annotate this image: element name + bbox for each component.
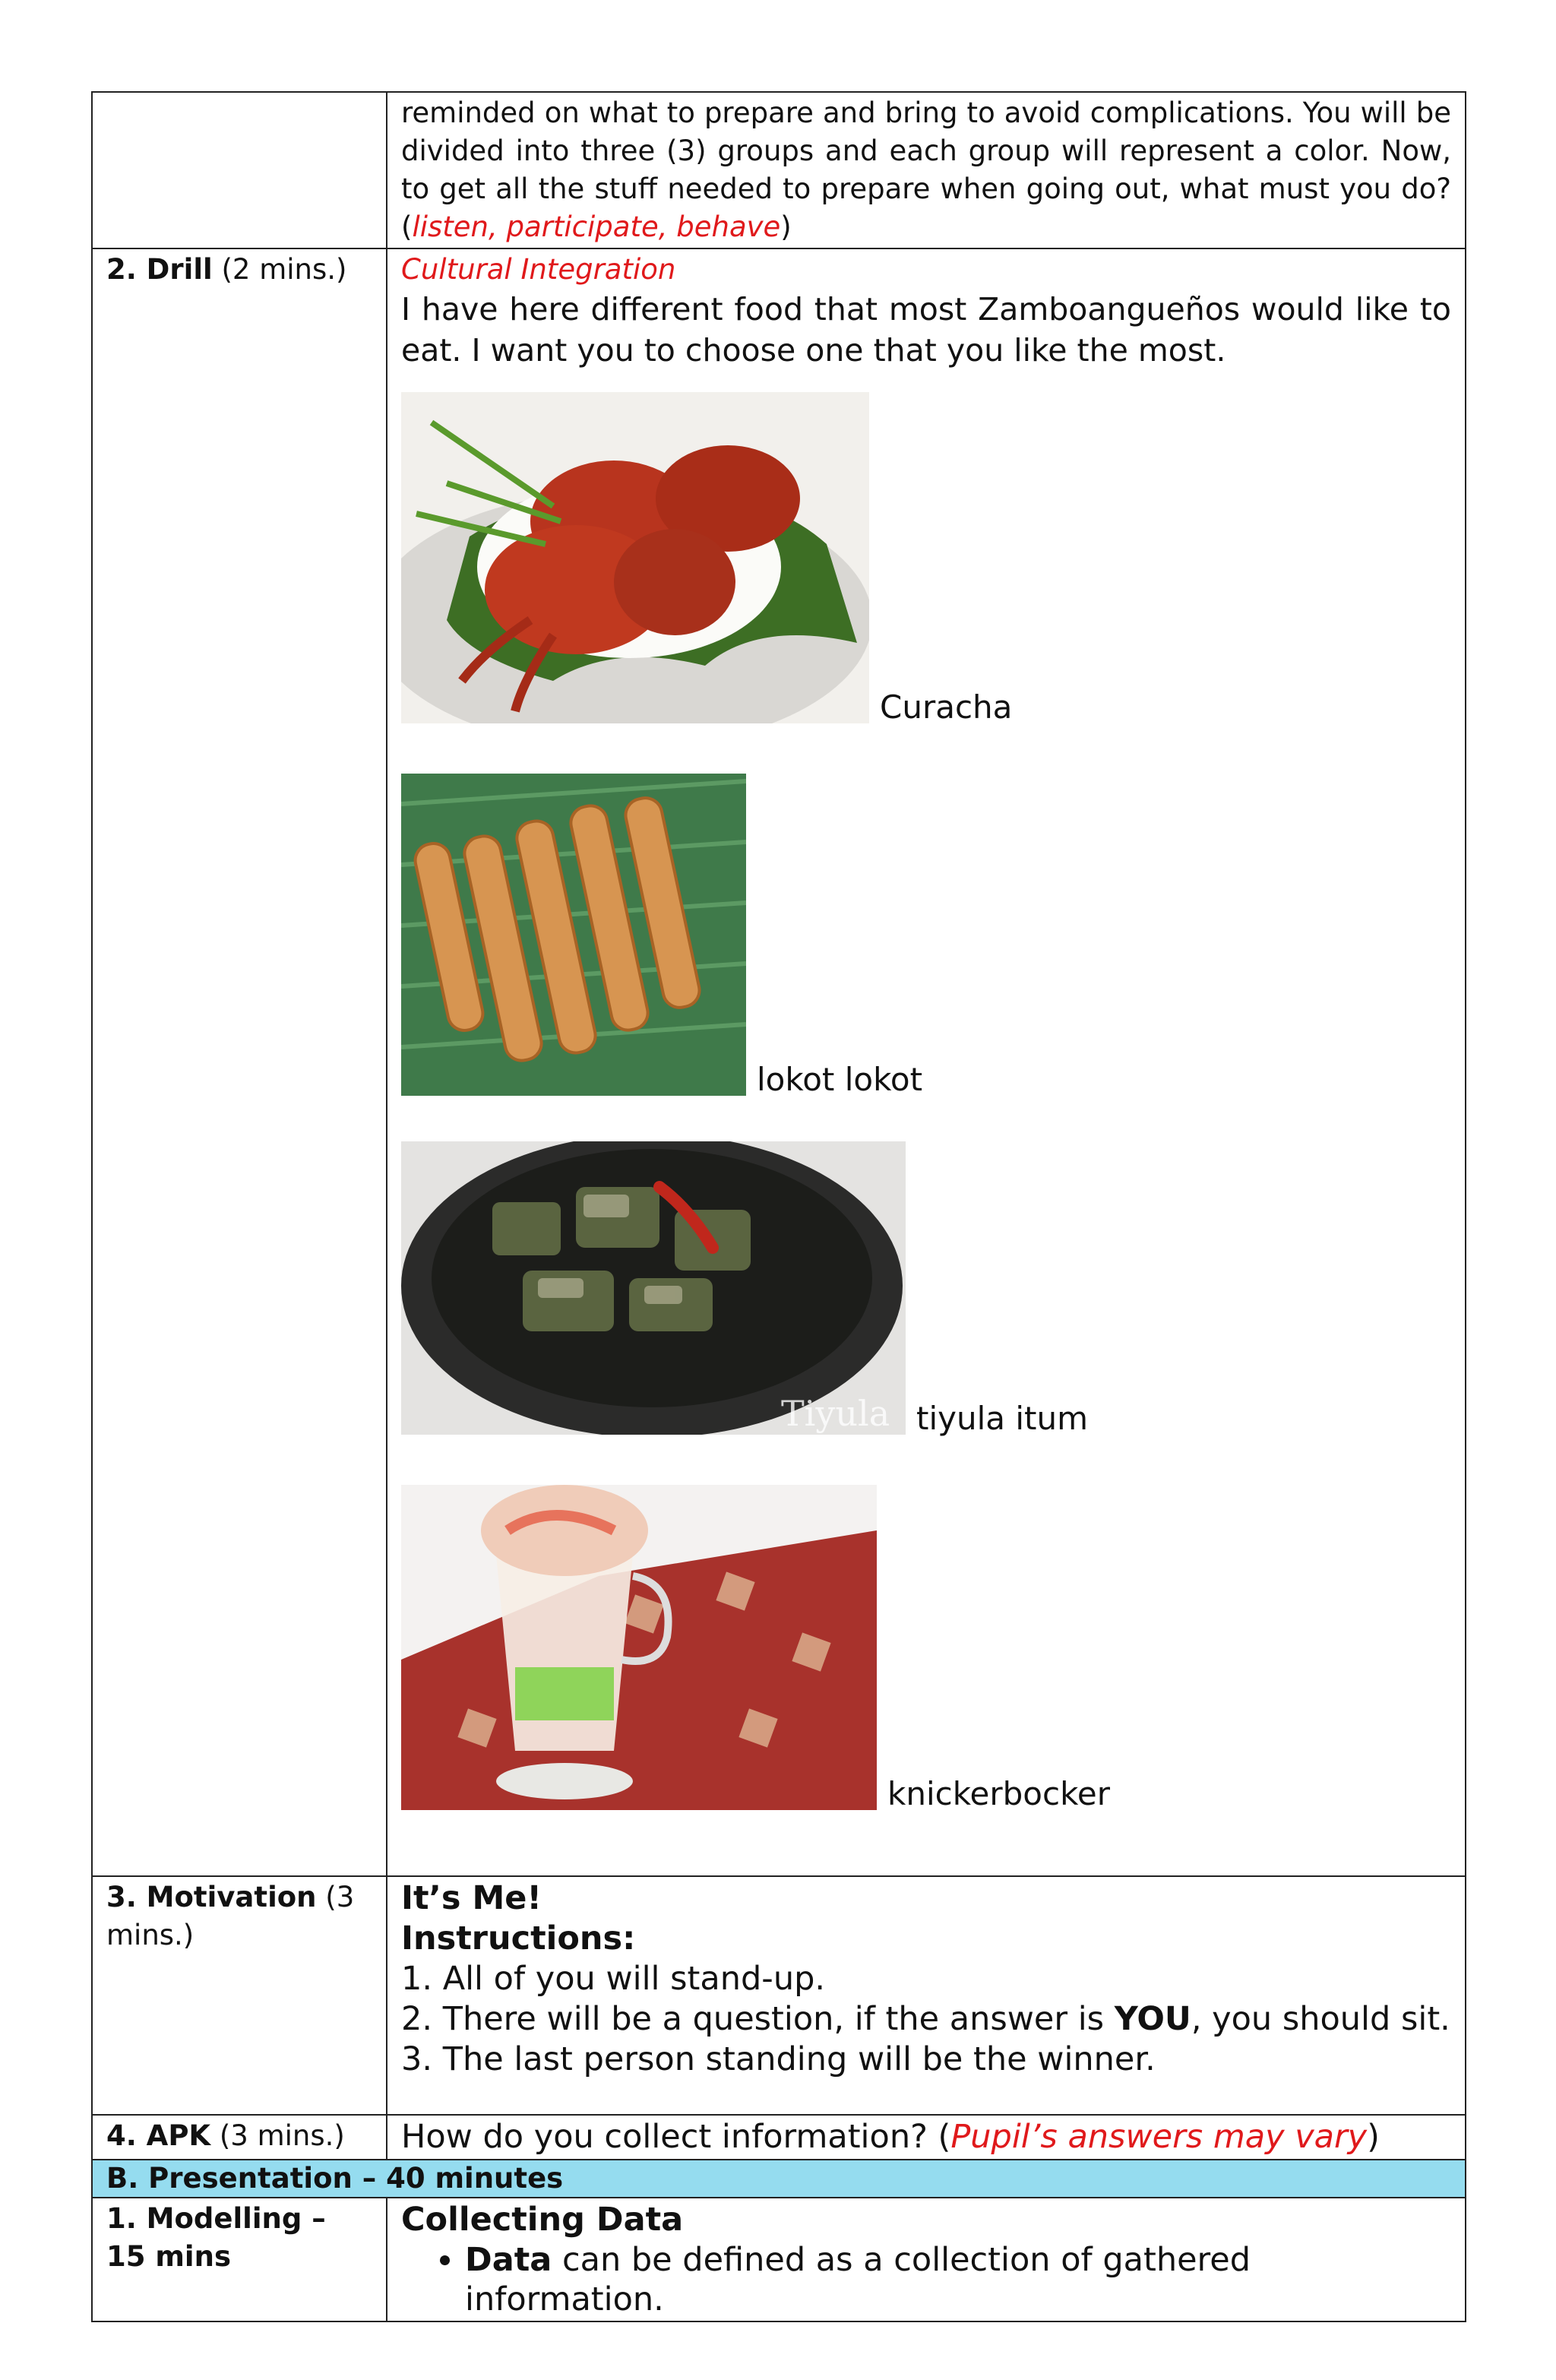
apk-close: ) (1367, 2118, 1380, 2156)
table-row (92, 1876, 1466, 2115)
modelling-bullets (401, 2240, 1451, 2319)
apk-label-time: (3 mins.) (210, 2119, 345, 2152)
bullet-bold: Data (465, 2241, 552, 2279)
motivation-title: It’s Me! (401, 1879, 542, 1917)
instruction-1: 1. All of you will stand-up. (401, 1960, 826, 1998)
food-caption-knickerbocker: knickerbocker (887, 1775, 1111, 1812)
food-caption-curacha: Curacha (880, 688, 1013, 726)
drill-label-time: (2 mins.) (212, 253, 347, 286)
table-row (92, 2115, 1466, 2160)
instruction-2-end: , you should sit. (1191, 2000, 1450, 2038)
row-label-empty (92, 92, 387, 248)
motivation-label-time: (3 mins.) (106, 1881, 355, 1951)
open-paren: ( (401, 210, 413, 243)
table-row (92, 2160, 1466, 2198)
presentation-header: B. Presentation – 40 minutes (92, 2160, 1466, 2198)
curacha-photo (401, 392, 869, 723)
motivation-content (387, 1876, 1466, 2115)
instruction-2-bold: YOU (1114, 2000, 1191, 2038)
food-caption-tiyula-itum: tiyula itum (916, 1400, 1089, 1437)
continuation-text: reminded on what to prepare and bring to avoid complications. You will be divided into three (3) groups and each group will represent a color. Now, to get all the stuff needed to prepare when going out, what must you do? (401, 97, 1451, 205)
modelling-title: Collecting Data (401, 2201, 684, 2239)
instruction-2 (401, 1999, 1451, 2040)
photo-watermark: Tiyula (781, 1393, 890, 1434)
lokot-lokot-photo (401, 774, 746, 1096)
cultural-integration-tag: Cultural Integration (401, 253, 676, 286)
bullet-text: can be defined as a collection of gathered information. (465, 2241, 1251, 2318)
drill-label-bold: 2. Drill (106, 253, 213, 286)
lesson-plan-table (91, 91, 1466, 2322)
food-item-knickerbocker (401, 1485, 1451, 1810)
drill-content (387, 248, 1466, 1876)
food-item-curacha (401, 392, 1451, 726)
continuation-cell (387, 92, 1466, 248)
apk-question: How do you collect information? ( (401, 2118, 951, 2156)
drill-label (92, 248, 387, 1876)
instructions-label: Instructions: (401, 1920, 636, 1957)
drill-intro: I have here different food that most Zamboangueños would like to eat. I want you to choose one that you like the most. (401, 291, 1451, 369)
apk-label-bold: 4. APK (106, 2119, 211, 2152)
food-item-lokot-lokot (401, 774, 1451, 1096)
food-item-tiyula-itum (401, 1141, 1451, 1435)
table-row (92, 92, 1466, 248)
instruction-3: 3. The last person standing will be the winner. (401, 2040, 1156, 2078)
instruction-2-start: 2. There will be a question, if the answer is (401, 2000, 1115, 2038)
tiyula-itum-photo (401, 1141, 906, 1435)
table-row (92, 2198, 1466, 2321)
apk-hint: Pupil’s answers may vary (950, 2118, 1368, 2156)
motivation-label (92, 1876, 387, 2115)
list-item (465, 2240, 1451, 2319)
modelling-content (387, 2198, 1466, 2321)
motivation-label-bold: 3. Motivation (106, 1881, 317, 1913)
italic-hint: listen, participate, behave (412, 210, 781, 243)
apk-label (92, 2115, 387, 2160)
apk-content (387, 2115, 1466, 2160)
food-caption-lokot-lokot: lokot lokot (757, 1061, 923, 1098)
knickerbocker-photo (401, 1485, 877, 1810)
modelling-label-text: 1. Modelling – 15 mins (106, 2202, 326, 2273)
close-paren: ) (780, 210, 792, 243)
table-row (92, 248, 1466, 1876)
modelling-label (92, 2198, 387, 2321)
